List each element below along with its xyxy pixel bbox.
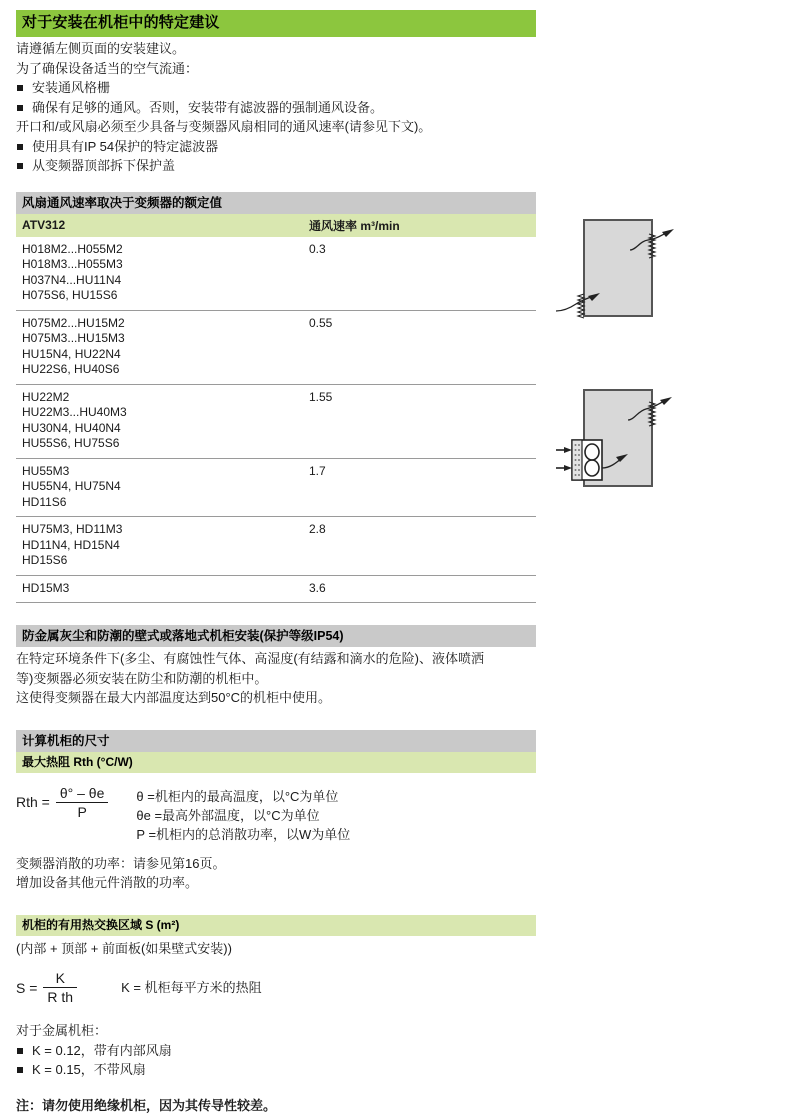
rth-legend-line-3: P =机柜内的总消散功率，以W为单位 xyxy=(136,825,350,844)
model-reference: HU75M3, HD11M3 xyxy=(22,522,297,538)
model-reference: HU30N4, HU40N4 xyxy=(22,421,297,437)
s-formula-lhs: S = xyxy=(16,980,37,996)
model-reference: HU55N4, HU75N4 xyxy=(22,479,297,495)
intro-line-2: 为了确保设备适当的空气流通： xyxy=(16,59,536,79)
natural-ventilation-diagram xyxy=(556,208,786,353)
s-legend: K = 机柜每平方米的热阻 xyxy=(121,970,262,997)
rth-subtitle: 最大热阻 Rth (°C/W) xyxy=(16,752,536,773)
exchange-section-title: 机柜的有用热交换区域 S (m²) xyxy=(16,915,536,936)
table-row xyxy=(16,384,536,458)
rth-formula-lhs: Rth = xyxy=(16,794,50,810)
model-reference: HU15N4, HU22N4 xyxy=(22,347,297,363)
s-formula xyxy=(16,970,77,1005)
metal-cabinet-intro: 对于金属机柜： xyxy=(16,1021,536,1041)
intro-line-1: 请遵循左侧页面的安装建议。 xyxy=(16,39,536,59)
rth-legend-line-1: θ =机柜内的最高温度，以°C为单位 xyxy=(136,787,350,806)
s-denominator: R th xyxy=(43,988,77,1005)
cell-ventilation-rate: 0.3 xyxy=(303,237,536,311)
cabinet-body xyxy=(584,220,652,316)
cell-models xyxy=(16,310,303,384)
intro-bullet-4: 从变频器顶部拆下保护盖 xyxy=(16,156,536,176)
s-fraction xyxy=(43,970,77,1005)
model-reference: HD11N4, HD15N4 xyxy=(22,538,297,554)
table-row xyxy=(16,310,536,384)
model-reference: HU22S6, HU40S6 xyxy=(22,362,297,378)
intro-bullet-1: 安装通风格栅 xyxy=(16,78,536,98)
s-formula-row xyxy=(16,970,536,1005)
dust-line-3: 这使得变频器在最大内部温度达到50°C的机柜中使用。 xyxy=(16,688,536,708)
fan-table-caption: 风扇通风速率取决于变频器的额定值 xyxy=(16,192,536,214)
exhaust-arrow-head xyxy=(660,397,672,405)
sizing-note-1: 变频器消散的功率：请参见第16页。 xyxy=(16,854,536,874)
model-reference: H018M3...H055M3 xyxy=(22,257,297,273)
fan-intake-arrow-head-lower xyxy=(564,465,572,471)
fan-intake-arrows xyxy=(556,450,567,468)
fan-intake-arrow-head-upper xyxy=(564,447,572,453)
cell-ventilation-rate: 1.7 xyxy=(303,458,536,517)
cell-models xyxy=(16,237,303,311)
cell-ventilation-rate: 3.6 xyxy=(303,575,536,602)
sizing-note-2: 增加设备其他元件消散的功率。 xyxy=(16,873,536,893)
model-reference: HU55M3 xyxy=(22,464,297,480)
dust-line-2: 等)变频器必须安装在防尘和防潮的机柜中。 xyxy=(16,669,536,689)
rth-legend-line-2: θe =最高外部温度，以°C为单位 xyxy=(136,806,350,825)
table-row xyxy=(16,575,536,602)
s-numerator: K xyxy=(43,970,77,988)
model-reference: H075M2...HU15M2 xyxy=(22,316,297,332)
intro-bullet-2: 确保有足够的通风。否则，安装带有滤波器的强制通风设备。 xyxy=(16,98,536,118)
cell-ventilation-rate: 0.55 xyxy=(303,310,536,384)
model-reference: HD11S6 xyxy=(22,495,297,511)
metal-cabinet-bullet-1: K = 0.12，带有内部风扇 xyxy=(16,1041,536,1061)
sizing-section-title: 计算机柜的尺寸 xyxy=(16,730,536,752)
intro-line-3: 开口和/或风扇必须至少具备与变频器风扇相同的通风速率(请参见下文)。 xyxy=(16,117,536,137)
cell-models xyxy=(16,517,303,576)
dust-section-body xyxy=(16,649,536,708)
rth-numerator: θ° – θe xyxy=(56,785,109,803)
model-reference: H075S6, HU15S6 xyxy=(22,288,297,304)
forced-ventilation-diagram xyxy=(556,378,786,523)
fan-rate-table-body xyxy=(16,237,536,603)
dust-section-title: 防金属灰尘和防潮的壁式或落地式机柜安装(保护等级IP54) xyxy=(16,625,536,647)
exchange-footnote: 注：请勿使用绝缘机柜，因为其传导性较差。 xyxy=(16,1096,536,1115)
intro-bullet-3: 使用具有IP 54保护的特定滤波器 xyxy=(16,137,536,157)
rth-legend xyxy=(136,785,350,844)
fan-rate-table xyxy=(16,214,536,603)
rth-denominator: P xyxy=(56,803,109,820)
cell-models xyxy=(16,458,303,517)
table-row xyxy=(16,237,536,311)
table-row xyxy=(16,517,536,576)
model-reference: HD15M3 xyxy=(22,581,297,597)
table-row xyxy=(16,458,536,517)
model-reference: HU55S6, HU75S6 xyxy=(22,436,297,452)
column-header-rate: 通风速率 m³/min xyxy=(303,214,536,237)
forced-ventilation-svg xyxy=(556,378,786,518)
model-reference: HU22M3...HU40M3 xyxy=(22,405,297,421)
page-title: 对于安装在机柜中的特定建议 xyxy=(16,10,536,37)
fan-filter-grille xyxy=(572,440,582,480)
rth-formula-row xyxy=(16,785,536,844)
cell-models xyxy=(16,384,303,458)
content-column xyxy=(16,10,536,1115)
rth-fraction xyxy=(56,785,109,820)
dust-line-1: 在特定环境条件下(多尘、有腐蚀性气体、高湿度(有结露和滴水的危险)、液体喷洒 xyxy=(16,649,536,669)
intro-block xyxy=(16,39,536,176)
model-reference: H075M3...HU15M3 xyxy=(22,331,297,347)
model-reference: HU22M2 xyxy=(22,390,297,406)
cell-models xyxy=(16,575,303,602)
exhaust-arrow-head xyxy=(662,229,674,237)
column-header-models: ATV312 xyxy=(16,214,303,237)
metal-cabinet-bullet-2: K = 0.15，不带风扇 xyxy=(16,1060,536,1080)
fan-table-wrapper xyxy=(16,214,536,604)
cell-ventilation-rate: 1.55 xyxy=(303,384,536,458)
model-reference: HD15S6 xyxy=(22,553,297,569)
cell-ventilation-rate: 2.8 xyxy=(303,517,536,576)
model-reference: H037N4...HU11N4 xyxy=(22,273,297,289)
natural-ventilation-svg xyxy=(556,208,786,348)
table-header-row xyxy=(16,214,536,237)
rth-formula xyxy=(16,785,108,820)
exchange-subtitle: (内部 + 顶部 + 前面板(如果壁式安装)) xyxy=(16,939,536,959)
bottom-vent-grille xyxy=(578,294,584,318)
model-reference: H018M2...H055M2 xyxy=(22,242,297,258)
